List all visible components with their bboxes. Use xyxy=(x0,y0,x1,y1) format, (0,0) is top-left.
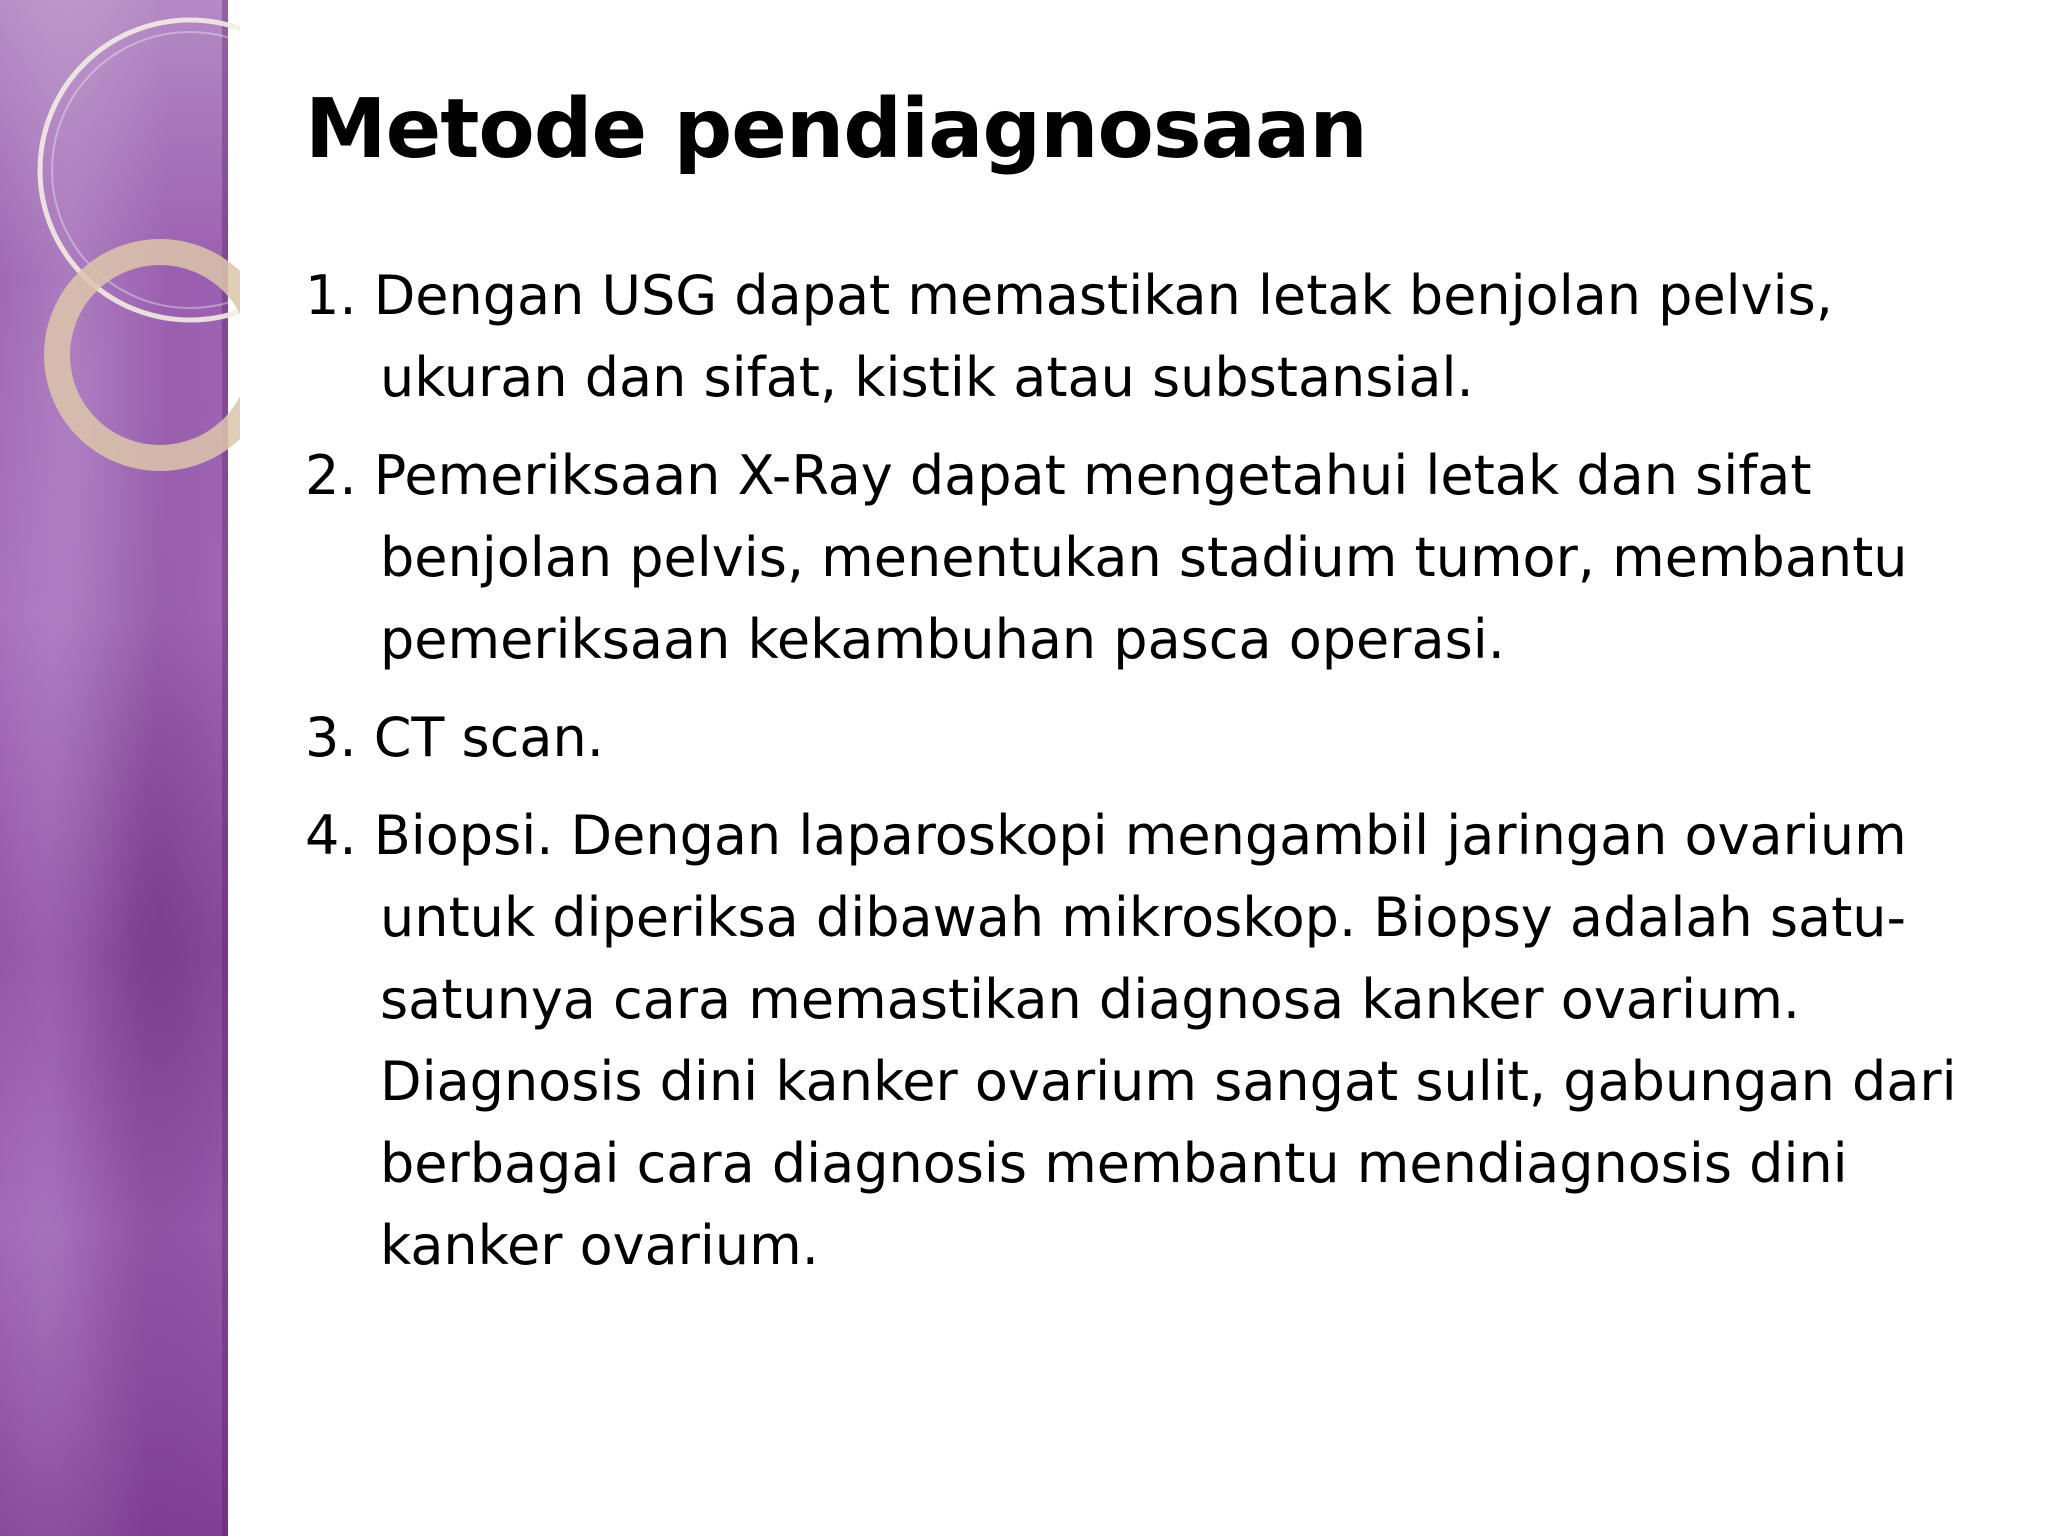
item-number: 1. xyxy=(305,264,357,327)
side-decorative-band xyxy=(0,0,228,1536)
item-text: Biopsi. Dengan laparoskopi mengambil jaringan ovarium untuk diperiksa dibawah mikroskop. Biopsy adalah satu-satunya cara memastikan diagnosa kanker ovarium. Diagnosis dini kanker ovarium sangat sulit, gabungan dari berbagai cara diagnosis membantu mendiagnosis dini kanker ovarium. xyxy=(373,804,1957,1277)
item-number: 3. xyxy=(305,706,357,769)
item-text: Dengan USG dapat memastikan letak benjolan pelvis, ukuran dan sifat, kistik atau substansial. xyxy=(373,264,1833,409)
item-number: 2. xyxy=(305,444,357,507)
slide-title: Metode pendiagnosaan xyxy=(305,82,1367,177)
list-item xyxy=(305,795,1995,1287)
list-item xyxy=(305,697,1995,779)
item-text: CT scan. xyxy=(373,706,604,769)
item-number: 4. xyxy=(305,804,357,867)
diagnosis-method-list xyxy=(305,255,1995,1303)
item-text: Pemeriksaan X-Ray dapat mengetahui letak dan sifat benjolan pelvis, menentukan stadium tumor, membantu pemeriksaan kekambuhan pasca operasi. xyxy=(373,444,1908,671)
list-item xyxy=(305,435,1995,681)
list-item xyxy=(305,255,1995,419)
